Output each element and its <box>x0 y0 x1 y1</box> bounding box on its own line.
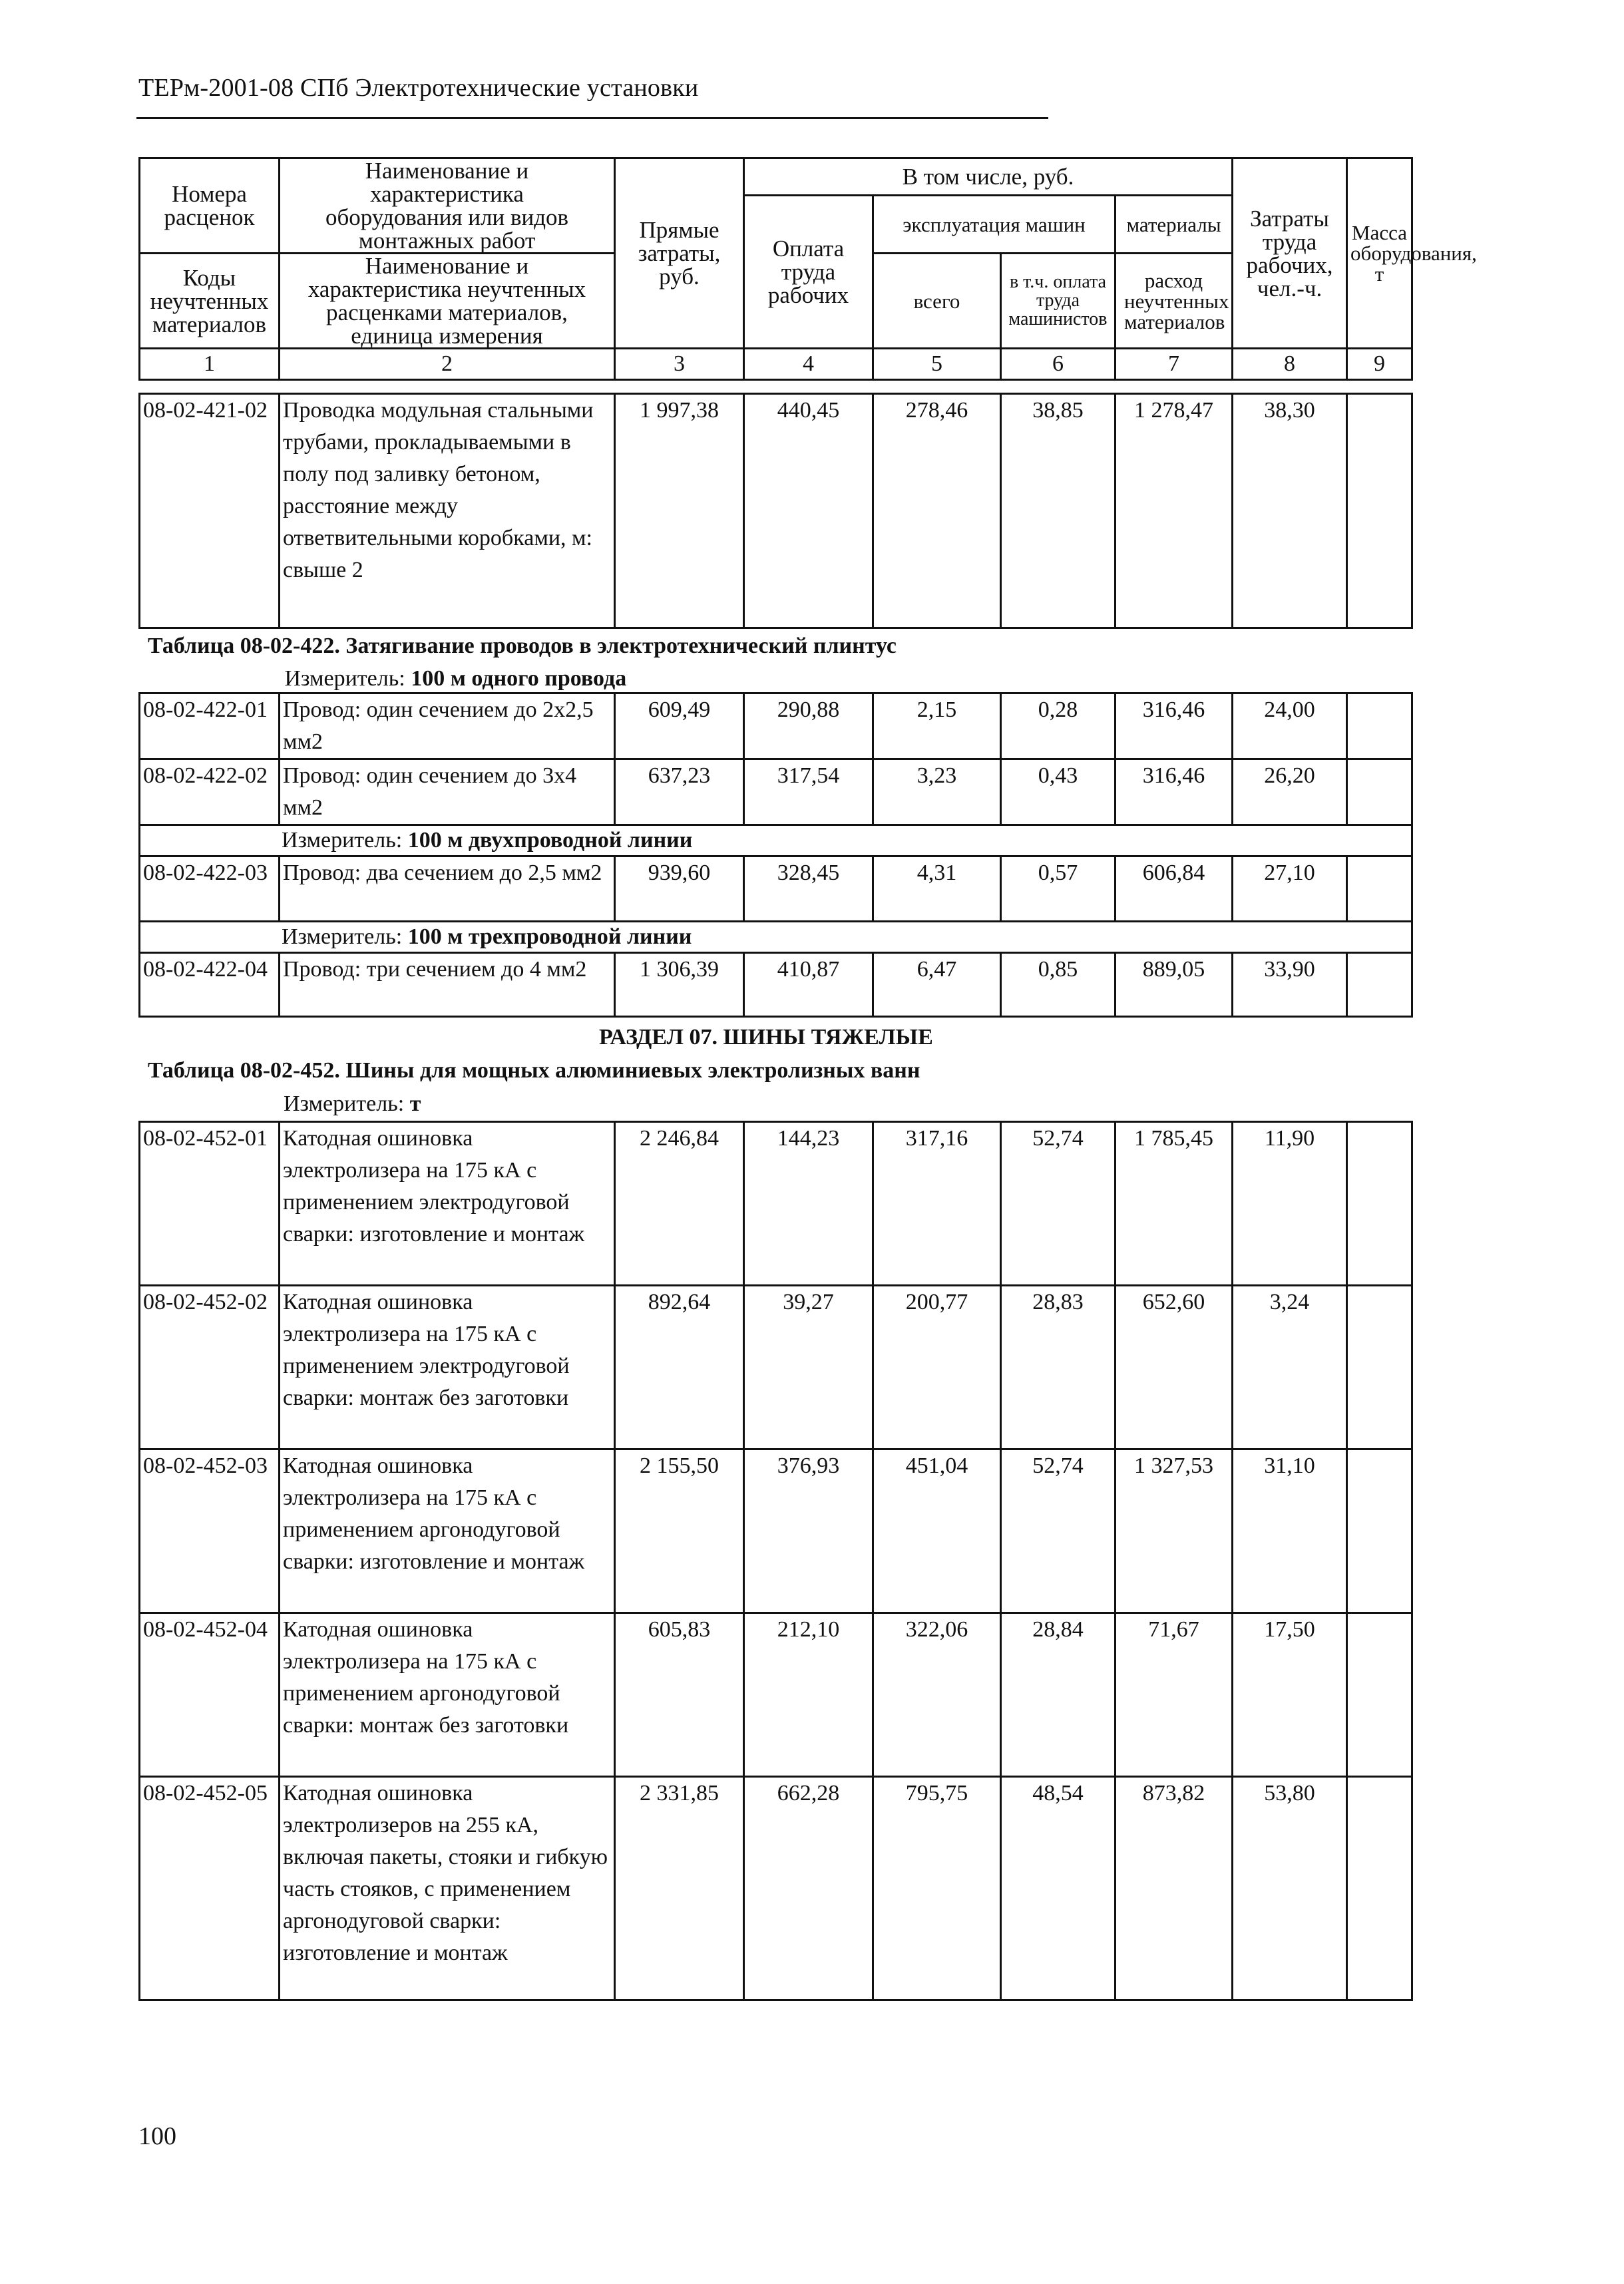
header-col1-bottom: Коды неучтенных материалов <box>140 254 280 349</box>
materials-cost: 71,67 <box>1116 1613 1233 1777</box>
work-name: Катодная ошиновка электролизера на 175 кА с применением аргонодуговой сварки: монтаж без заготовки <box>280 1613 615 1777</box>
col-number: 3 <box>615 349 744 380</box>
equipment-mass <box>1347 693 1412 759</box>
table-452-caption: Таблица 08-02-452. Шины для мощных алюминиевых электролизных ванн <box>148 1058 920 1083</box>
header-col2-bottom: Наименование и характеристика неучтенных расценками материалов, единица измерения <box>280 254 615 349</box>
direct-costs: 605,83 <box>615 1613 744 1777</box>
direct-costs: 1 997,38 <box>615 394 744 628</box>
measurer-value: т <box>409 1091 421 1116</box>
machines-total: 3,23 <box>873 759 1001 825</box>
labor-hours: 38,30 <box>1233 394 1347 628</box>
machines-labor: 52,74 <box>1001 1449 1116 1613</box>
measurer-value: 100 м трехпроводной линии <box>407 924 692 949</box>
labor-wages: 410,87 <box>744 953 873 1017</box>
materials-cost: 1 785,45 <box>1116 1122 1233 1286</box>
table-row <box>140 1777 1412 2000</box>
rate-code: 08-02-452-01 <box>140 1122 280 1286</box>
machines-labor: 38,85 <box>1001 394 1116 628</box>
table-row <box>140 1122 1412 1286</box>
machines-total: 317,16 <box>873 1122 1001 1286</box>
labor-hours: 26,20 <box>1233 759 1347 825</box>
table-421 <box>138 393 1413 629</box>
machines-total: 322,06 <box>873 1613 1001 1777</box>
col-number: 9 <box>1347 349 1412 380</box>
header-col8: Затраты труда рабочих, чел.-ч. <box>1233 158 1347 349</box>
column-header-table <box>138 157 1477 381</box>
measurer-line <box>140 666 1412 693</box>
equipment-mass <box>1347 759 1412 825</box>
machines-total: 795,75 <box>873 1777 1001 2000</box>
labor-wages: 212,10 <box>744 1613 873 1777</box>
work-name: Провод: один сечением до 2х2,5 мм2 <box>280 693 615 759</box>
header-machines: эксплуатация машин <box>873 196 1116 254</box>
work-name: Катодная ошиновка электролизера на 175 кА с применением аргонодуговой сварки: изготовление и монтаж <box>280 1449 615 1613</box>
header-col7: расход неучтенных материалов <box>1116 254 1233 349</box>
rate-code: 08-02-452-03 <box>140 1449 280 1613</box>
machines-labor: 0,57 <box>1001 856 1116 922</box>
labor-hours: 53,80 <box>1233 1777 1347 2000</box>
table-row <box>140 1449 1412 1613</box>
header-col5: всего <box>873 254 1001 349</box>
direct-costs: 2 155,50 <box>615 1449 744 1613</box>
table-row <box>140 856 1412 922</box>
header-col6: в т.ч. оплата труда машинистов <box>1001 254 1116 349</box>
labor-wages: 440,45 <box>744 394 873 628</box>
materials-cost: 1 327,53 <box>1116 1449 1233 1613</box>
work-name: Проводка модульная стальными трубами, прокладываемыми в полу под заливку бетоном, расстояние между ответвительными коробками, м: свыше 2 <box>280 394 615 628</box>
equipment-mass <box>1347 1613 1412 1777</box>
table-row <box>140 759 1412 825</box>
page-header-title: ТЕРм-2001-08 СПб Электротехнические установки <box>138 74 699 102</box>
col-number: 4 <box>744 349 873 380</box>
labor-hours: 17,50 <box>1233 1613 1347 1777</box>
equipment-mass <box>1347 1122 1412 1286</box>
rate-code: 08-02-422-02 <box>140 759 280 825</box>
materials-cost: 873,82 <box>1116 1777 1233 2000</box>
machines-labor: 52,74 <box>1001 1122 1116 1286</box>
header-col9: Масса оборудования, т <box>1347 158 1412 349</box>
labor-hours: 24,00 <box>1233 693 1347 759</box>
rate-code: 08-02-422-04 <box>140 953 280 1017</box>
measurer-label: Измеритель: <box>284 666 405 691</box>
labor-wages: 328,45 <box>744 856 873 922</box>
work-name: Провод: два сечением до 2,5 мм2 <box>280 856 615 922</box>
machines-labor: 48,54 <box>1001 1777 1116 2000</box>
machines-labor: 0,85 <box>1001 953 1116 1017</box>
header-materials: материалы <box>1116 196 1233 254</box>
equipment-mass <box>1347 856 1412 922</box>
machines-total: 2,15 <box>873 693 1001 759</box>
labor-wages: 39,27 <box>744 1286 873 1449</box>
direct-costs: 2 331,85 <box>615 1777 744 2000</box>
measurer-value: 100 м одного провода <box>411 666 627 691</box>
measurer-row <box>140 922 1412 953</box>
labor-hours: 31,10 <box>1233 1449 1347 1613</box>
col-number: 2 <box>280 349 615 380</box>
machines-labor: 0,43 <box>1001 759 1116 825</box>
rate-code: 08-02-421-02 <box>140 394 280 628</box>
col-number: 6 <box>1001 349 1116 380</box>
header-col4: Оплата труда рабочих <box>744 196 873 349</box>
equipment-mass <box>1347 394 1412 628</box>
labor-wages: 317,54 <box>744 759 873 825</box>
header-group: В том числе, руб. <box>744 158 1233 196</box>
materials-cost: 316,46 <box>1116 759 1233 825</box>
labor-hours: 33,90 <box>1233 953 1347 1017</box>
work-name: Катодная ошиновка электролизера на 175 кА с применением электродуговой сварки: монтаж без заготовки <box>280 1286 615 1449</box>
materials-cost: 1 278,47 <box>1116 394 1233 628</box>
rate-code: 08-02-422-03 <box>140 856 280 922</box>
table-row <box>140 394 1412 628</box>
direct-costs: 892,64 <box>615 1286 744 1449</box>
direct-costs: 1 306,39 <box>615 953 744 1017</box>
materials-cost: 652,60 <box>1116 1286 1233 1449</box>
machines-labor: 0,28 <box>1001 693 1116 759</box>
header-col3: Прямые затраты, руб. <box>615 158 744 349</box>
labor-hours: 3,24 <box>1233 1286 1347 1449</box>
labor-wages: 144,23 <box>744 1122 873 1286</box>
equipment-mass <box>1347 953 1412 1017</box>
materials-cost: 316,46 <box>1116 693 1233 759</box>
rate-code: 08-02-452-04 <box>140 1613 280 1777</box>
table-row <box>140 693 1412 759</box>
labor-hours: 11,90 <box>1233 1122 1347 1286</box>
col-number: 5 <box>873 349 1001 380</box>
col-number: 7 <box>1116 349 1233 380</box>
table-row <box>140 1613 1412 1777</box>
rate-code: 08-02-452-02 <box>140 1286 280 1449</box>
work-name: Провод: три сечением до 4 мм2 <box>280 953 615 1017</box>
rate-code: 08-02-422-01 <box>140 693 280 759</box>
machines-total: 200,77 <box>873 1286 1001 1449</box>
table-452-measurer <box>284 1091 421 1117</box>
measurer-label: Измеритель: <box>282 828 403 853</box>
table-row <box>140 1286 1412 1449</box>
machines-total: 4,31 <box>873 856 1001 922</box>
measurer-value: 100 м двухпроводной линии <box>407 828 693 853</box>
table-422 <box>138 666 1413 1018</box>
work-name: Катодная ошиновка электролизера на 175 кА с применением электродуговой сварки: изготовление и монтаж <box>280 1122 615 1286</box>
section-title: РАЗДЕЛ 07. ШИНЫ ТЯЖЕЛЫЕ <box>599 1025 933 1049</box>
measurer-row <box>140 825 1412 856</box>
rate-code: 08-02-452-05 <box>140 1777 280 2000</box>
measurer-cell <box>140 922 1412 953</box>
labor-wages: 376,93 <box>744 1449 873 1613</box>
materials-cost: 889,05 <box>1116 953 1233 1017</box>
header-col1-top: Номера расценок <box>140 158 280 254</box>
labor-wages: 290,88 <box>744 693 873 759</box>
labor-wages: 662,28 <box>744 1777 873 2000</box>
col-number: 1 <box>140 349 280 380</box>
equipment-mass <box>1347 1286 1412 1449</box>
measurer-cell <box>140 825 1412 856</box>
equipment-mass <box>1347 1777 1412 2000</box>
work-name: Провод: один сечением до 3х4 мм2 <box>280 759 615 825</box>
machines-labor: 28,84 <box>1001 1613 1116 1777</box>
page-number: 100 <box>138 2122 176 2150</box>
table-row <box>140 953 1412 1017</box>
direct-costs: 939,60 <box>615 856 744 922</box>
direct-costs: 637,23 <box>615 759 744 825</box>
work-name: Катодная ошиновка электролизеров на 255 кА, включая пакеты, стояки и гибкую часть стояков, с применением аргонодуговой сварки: изготовление и монтаж <box>280 1777 615 2000</box>
table-452 <box>138 1121 1413 2001</box>
direct-costs: 2 246,84 <box>615 1122 744 1286</box>
direct-costs: 609,49 <box>615 693 744 759</box>
materials-cost: 606,84 <box>1116 856 1233 922</box>
measurer-label: Измеритель: <box>284 1091 405 1116</box>
machines-labor: 28,83 <box>1001 1286 1116 1449</box>
measurer-label: Измеритель: <box>282 924 403 949</box>
labor-hours: 27,10 <box>1233 856 1347 922</box>
machines-total: 278,46 <box>873 394 1001 628</box>
machines-total: 451,04 <box>873 1449 1001 1613</box>
header-rule <box>136 117 1048 119</box>
col-number: 8 <box>1233 349 1347 380</box>
machines-total: 6,47 <box>873 953 1001 1017</box>
equipment-mass <box>1347 1449 1412 1613</box>
table-422-caption: Таблица 08-02-422. Затягивание проводов в электротехнический плинтус <box>148 634 897 658</box>
header-col2-top: Наименование и характеристика оборудования или видов монтажных работ <box>280 158 615 254</box>
